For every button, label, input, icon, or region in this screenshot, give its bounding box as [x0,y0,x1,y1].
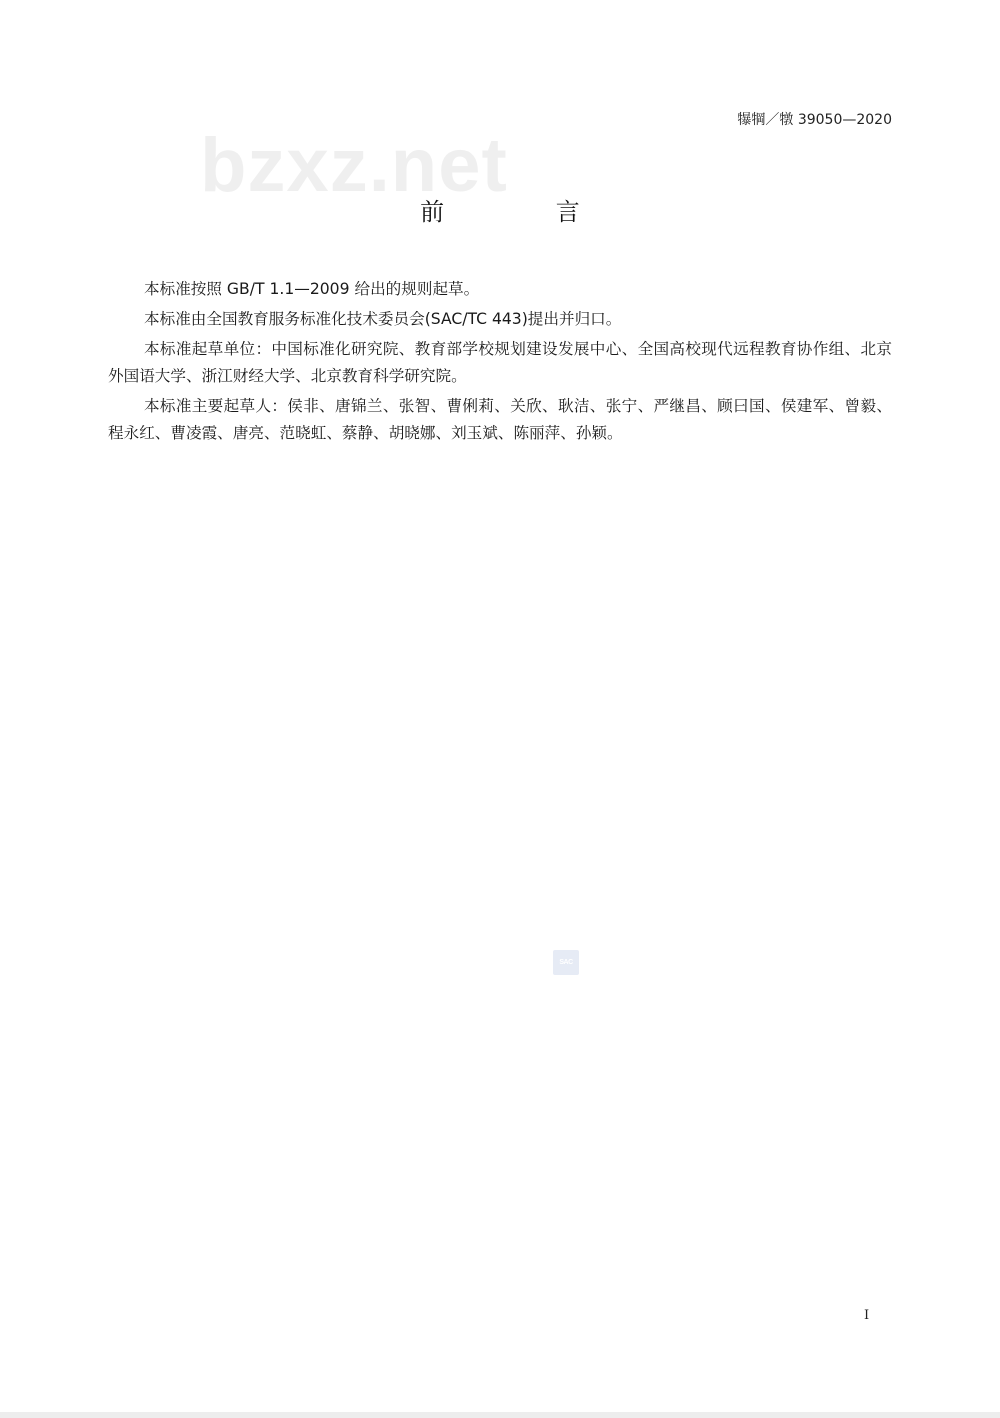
foreword-body [108,276,892,450]
page-title: 前 言 [420,198,632,226]
standard-code: 犦犅／犜 39050—2020 [737,112,892,128]
paragraph-drafting-rules: 本标准按照 GB/T 1.1—2009 给出的规则起草。 [144,280,480,298]
page-number: I [864,1308,870,1323]
paragraph-drafting-units: 本标准起草单位：中国标准化研究院、教育部学校规划建设发展中心、全国高校现代远程教育协作组、北京外国语大学、浙江财经大学、北京教育科学研究院。 [108,340,892,385]
sac-logo-text: SAC [559,959,573,966]
sac-logo-icon [553,950,579,975]
paragraph-proposer: 本标准由全国教育服务标准化技术委员会(SAC/TC 443)提出并归口。 [144,310,622,328]
paragraph-drafters: 本标准主要起草人：侯非、唐锦兰、张智、曹俐莉、关欣、耿洁、张宁、严继昌、顾曰国、侯建军、曾毅、程永红、曹凌霞、唐亮、范晓虹、蔡静、胡晓娜、刘玉斌、陈丽萍、孙颖。 [108,397,892,442]
page-bottom-edge [0,1412,1000,1418]
watermark: bzxz.net [200,123,508,208]
